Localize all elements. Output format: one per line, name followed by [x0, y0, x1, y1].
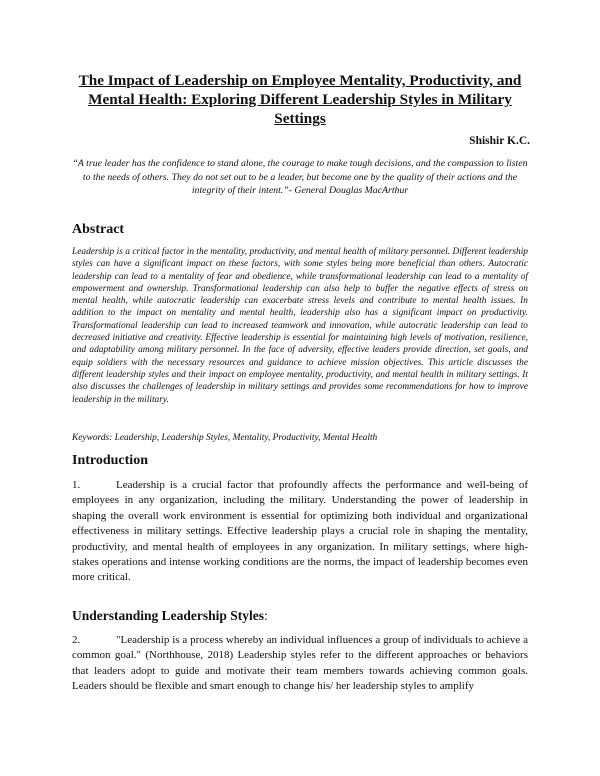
- paragraph-number: 2.: [72, 634, 81, 646]
- introduction-heading: Introduction: [72, 453, 148, 468]
- keywords-line: Keywords: Leadership, Leadership Styles, Mentality, Productivity, Mental Health: [72, 433, 378, 443]
- introduction-body: Leadership is a crucial factor that profoundly affects the performance and well-being of employees in any organization, including the military. Understanding the power of leadership in shaping the overall work environment is essential for optimizing both individual and organizational effectiveness in military settings. Effective leadership plays a crucial role in shaping the mentality, productivity, and mental health of employees in any organization. In military settings, where high-stakes operations and intense working conditions are the norms, the impact of leadership becomes even more critical.: [72, 479, 528, 584]
- paragraph-number: 1.: [72, 479, 81, 491]
- paper-title: The Impact of Leadership on Employee Mentality, Productivity, and Mental Health: Exploring Different Leadership Styles in Military Settings: [78, 72, 522, 127]
- abstract-body: Leadership is a critical factor in the mentality, productivity, and mental health of military personnel. Different leadership styles can have a significant impact on these factors, with some styles being more beneficial than others. Autocratic leadership can lead to a mentality of fear and obedience, while transformational leadership can lead to a mentality of empowerment and ownership. Transformational leadership can also help to buffer the negative effects of stress on mental health, while autocratic leadership can exacerbate stress levels and contribute to mental health issues. In addition to the impact on mentality and mental health, leadership also has a significant impact on productivity. Transformational leadership can lead to increased teamwork and innovation, while autocratic leadership can lead to decreased initiative and creativity. Effective leadership is essential for maintaining high levels of motivation, resilience, and adaptability among military personnel. In the face of adversity, effective leaders provide direction, set goals, and equip soldiers with the necessary resources and guidance to achieve mission objectives. This article discusses the different leadership styles and their impact on employee mentality, productivity, and mental health in military settings. It also discusses the challenges of leadership in military settings and provides some recommendations for how to improve leadership in the military.: [72, 247, 528, 405]
- author-name: Shishir K.C.: [469, 135, 530, 147]
- leadership-styles-heading-text: Understanding Leadership Styles: [72, 608, 265, 623]
- introduction-paragraph: [72, 478, 528, 586]
- leadership-styles-paragraph: [72, 633, 528, 695]
- abstract-heading: Abstract: [72, 222, 125, 237]
- epigraph-quote: “A true leader has the confidence to stand alone, the courage to make tough decisions, and the compassion to listen to the needs of others. They do not set out to be a leader, but become one by the quality of their actions and the integrity of their intent.”- General Douglas MacArthur: [72, 158, 528, 196]
- leadership-styles-heading: [72, 608, 268, 624]
- leadership-styles-body: "Leadership is a process whereby an individual influences a group of individuals to achieve a common goal." (Northhouse, 2018) Leadership styles refer to the different approaches or behaviors that leaders adopt to guide and motivate their team members towards achieving common goals. Leaders should be flexible and smart enough to change his/ her leadership styles to amplify: [72, 634, 528, 693]
- heading-colon: :: [264, 608, 268, 623]
